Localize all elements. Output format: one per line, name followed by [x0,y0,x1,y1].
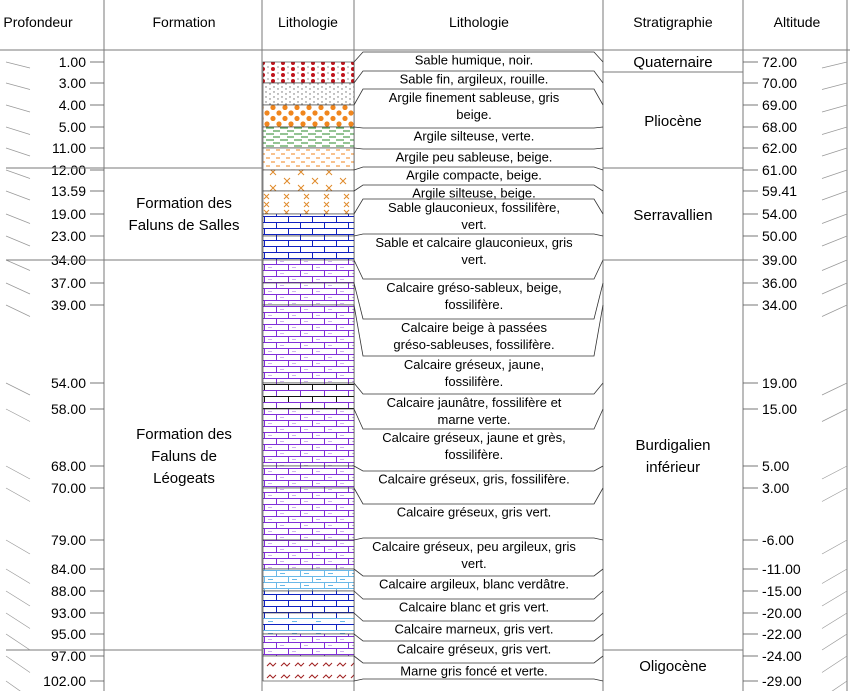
lithology-block [263,283,354,305]
stratigraphy-column [603,54,743,675]
altitude-label: 3.00 [762,480,790,496]
depth-leader [6,466,30,479]
depth-label: 88.00 [50,583,86,599]
lithology-block [263,62,354,83]
altitude-label: 59.41 [762,183,798,199]
lithology-description: Calcaire gréseux, gris vert. [396,504,552,520]
lithology-description: Calcaire jaunâtre, fossilifère et [386,395,562,410]
formation-name: Faluns de Salles [128,217,240,234]
altitude-leader [822,569,847,584]
depth-leader [6,613,30,629]
lithology-description: Argile silteuse, beige. [412,185,536,201]
depth-leader [6,214,30,224]
lithology-description: Sable humique, noir. [414,52,534,68]
altitude-label: 54.00 [762,206,798,222]
lithology-description: Calcaire gréseux, gris, fossilifère. [378,471,570,487]
description-leader [354,591,603,599]
lithology-block [263,260,354,283]
stratigraphy-unit: Oligocène [639,658,707,675]
altitude-leader [822,214,847,224]
lithology-block [263,656,354,681]
altitude-leader [822,409,847,422]
lithology-description: Calcaire gréseux, jaune et grès, [382,430,566,445]
lithology-description: Argile finement sableuse, gris [388,90,560,105]
depth-leader [6,62,30,68]
depth-label: 19.00 [50,206,86,222]
altitude-label: -20.00 [762,605,802,621]
lithology-description: gréso-sableuses, fossilifère. [393,337,555,352]
lithology-description: marne verte. [437,412,511,427]
altitude-leader [822,62,847,68]
altitude-leader [822,681,847,691]
depth-leader [6,569,30,584]
altitude-leader [822,260,847,271]
altitude-label: 15.00 [762,401,798,417]
depth-label: 79.00 [50,532,86,548]
stratigraphy-unit: Quaternaire [633,54,713,71]
depth-leader [6,488,30,502]
lithology-description: Sable glauconieux, fossilifère, [388,200,560,215]
description-leader [354,466,603,471]
lithology-description: vert. [461,252,487,267]
altitude-leader [822,191,847,200]
altitude-label: 39.00 [762,252,798,268]
depth-leader [6,127,30,135]
depth-label: 93.00 [50,605,86,621]
depth-label: 58.00 [50,401,86,417]
depth-label: 68.00 [50,458,86,474]
lithology-block [263,591,354,613]
altitude-label: 5.00 [762,458,790,474]
altitude-column [743,54,847,691]
depth-leader [6,634,30,650]
description-leader [354,656,603,663]
depth-label: 34.00 [50,252,86,268]
altitude-leader [822,488,847,502]
header-formation: Formation [152,14,216,30]
lithology-block [263,466,354,488]
altitude-label: 61.00 [762,162,798,178]
depth-leader [6,656,30,673]
altitude-label: 72.00 [762,54,798,70]
header-lithologie_text: Lithologie [449,14,509,30]
lithology-block [263,569,354,591]
depth-leader [6,105,30,112]
depth-leader [6,681,30,691]
lithology-block [263,383,354,409]
lithology-block [263,105,354,127]
lithology-description: Calcaire gréseux, peu argileux, gris [372,539,576,554]
header-altitude: Altitude [773,14,821,30]
altitude-label: 36.00 [762,275,798,291]
altitude-leader [822,170,847,179]
header-profondeur: Profondeur [3,14,73,30]
depth-leader [6,283,30,294]
depth-label: 84.00 [50,561,86,577]
lithology-description: Sable et calcaire glauconieux, gris [375,235,573,250]
depth-leader [6,305,30,317]
altitude-label: 69.00 [762,97,798,113]
description-column [354,52,603,681]
lithology-description: vert. [461,217,487,232]
depth-label: 70.00 [50,480,86,496]
altitude-label: 34.00 [762,297,798,313]
depth-label: 102.00 [43,673,86,689]
stratigraphy-unit: Burdigalien [635,437,711,454]
formation-name: Formation des [136,426,232,443]
depth-label: 23.00 [50,228,86,244]
stratigraphy-unit: Serravallien [633,207,713,224]
altitude-leader [822,540,847,554]
depth-label: 12.00 [50,162,86,178]
altitude-leader [822,283,847,294]
depth-leader [6,191,30,200]
lithology-description: fossilifère. [444,374,504,389]
description-leader [354,679,603,681]
depth-leader [6,170,30,179]
altitude-leader [822,105,847,112]
stratigraphy-unit: Pliocène [644,113,702,130]
altitude-leader [822,305,847,317]
altitude-leader [822,613,847,629]
depth-leader [6,260,30,271]
altitude-leader [822,656,847,673]
depth-leader [6,236,30,246]
depth-label: 95.00 [50,626,86,642]
lithology-description: Calcaire gréseux, jaune, [403,357,545,372]
altitude-label: 50.00 [762,228,798,244]
lithology-block [263,214,354,236]
altitude-leader [822,83,847,90]
depth-leader [6,383,30,395]
lithology-block [263,83,354,105]
lithology-description: fossilifère. [444,447,504,462]
formation-name: Faluns de [151,448,217,465]
formation-name: Formation des [136,195,232,212]
lithology-block [263,488,354,540]
lithology-block [263,540,354,569]
altitude-label: 62.00 [762,140,798,156]
altitude-label: -6.00 [762,532,794,548]
depth-leader [6,540,30,554]
lithology-description: vert. [461,556,487,571]
depth-label: 13.59 [50,183,86,199]
lithology-description: Marne gris foncé et verte. [400,663,548,679]
column-headers [3,14,820,30]
depth-label: 5.00 [58,119,86,135]
depth-label: 4.00 [58,97,86,113]
altitude-leader [822,127,847,135]
lithology-block [263,170,354,191]
lithology-description: Calcaire gréseux, gris vert. [396,641,552,657]
altitude-leader [822,634,847,650]
header-lithologie_graphic: Lithologie [278,14,338,30]
altitude-leader [822,383,847,395]
altitude-label: -15.00 [762,583,802,599]
formation-name: Léogeats [153,470,215,487]
formation-column [6,168,262,650]
depth-leader [6,591,30,606]
depth-label: 37.00 [50,275,86,291]
depth-leader [6,409,30,422]
altitude-label: -29.00 [762,673,802,689]
depth-column [6,54,104,691]
depth-label: 39.00 [50,297,86,313]
altitude-label: 70.00 [762,75,798,91]
lithology-description: beige. [456,107,492,122]
stratigraphy-unit: inférieur [645,459,701,476]
lithology-description: Sable fin, argileux, rouille. [399,71,549,87]
lithology-description: Argile peu sableuse, beige. [395,149,553,165]
depth-label: 11.00 [52,140,86,156]
lithology-block [263,191,354,214]
altitude-label: 19.00 [762,375,798,391]
lithology-block [263,148,354,170]
depth-leader [6,148,30,156]
header-stratigraphie: Stratigraphie [633,14,713,30]
altitude-label: -24.00 [762,648,802,664]
lithology-description: Calcaire argileux, blanc verdâtre. [378,576,570,592]
lithology-description: Argile silteuse, verte. [413,128,535,144]
depth-label: 3.00 [58,75,86,91]
lithology-description: Argile compacte, beige. [406,167,542,183]
lithology-column [263,62,354,681]
lithology-block [263,634,354,656]
depth-label: 1.00 [58,54,86,70]
lithology-block [263,127,354,148]
depth-label: 54.00 [50,375,86,391]
lithology-description: Calcaire beige à passées [401,320,547,335]
lithology-block [263,236,354,260]
lithology-block [263,305,354,383]
altitude-leader [822,466,847,479]
altitude-leader [822,236,847,246]
lithology-description: Calcaire blanc et gris vert. [398,599,550,615]
altitude-leader [822,591,847,606]
lithology-description: fossilifère. [444,297,504,312]
lithology-block [263,409,354,466]
lithology-description: Calcaire gréso-sableux, beige, [386,280,562,295]
altitude-label: -11.00 [762,561,801,577]
depth-label: 97.00 [50,648,86,664]
altitude-leader [822,148,847,156]
altitude-label: -22.00 [762,626,802,642]
altitude-label: 68.00 [762,119,798,135]
lithology-block [263,613,354,634]
depth-leader [6,83,30,90]
description-leader [354,488,603,504]
lithology-description: Calcaire marneux, gris vert. [394,621,554,637]
